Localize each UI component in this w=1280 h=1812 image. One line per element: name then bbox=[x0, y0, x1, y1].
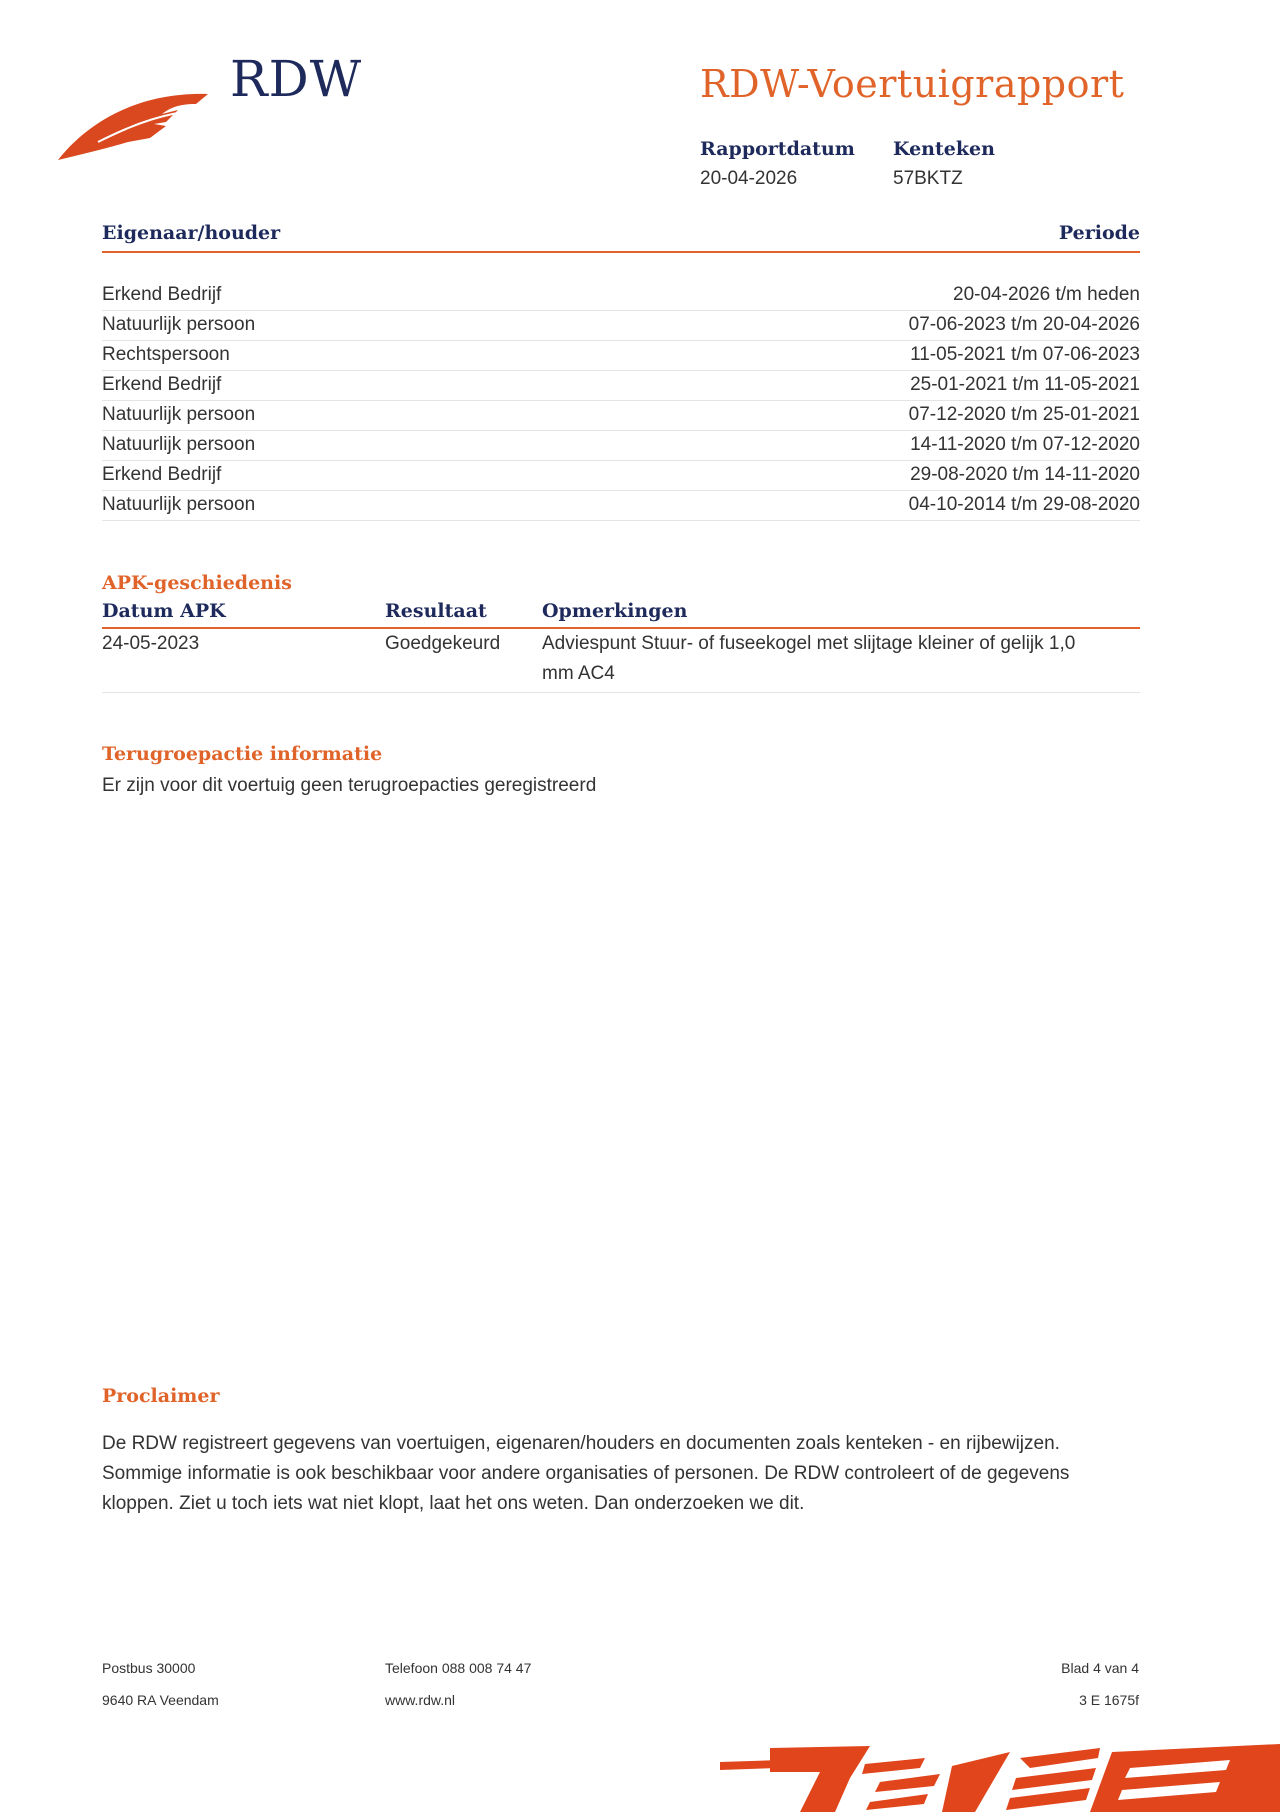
col-result-header: Resultaat bbox=[385, 600, 487, 622]
table-row bbox=[102, 281, 1140, 311]
rdw-logo-icon bbox=[58, 82, 208, 162]
kenteken-value: 57BKTZ bbox=[893, 168, 963, 189]
table-row bbox=[102, 629, 1140, 693]
footer-city: 9640 RA Veendam bbox=[102, 1692, 219, 1708]
rapportdatum-value: 20-04-2026 bbox=[700, 168, 798, 189]
table-row bbox=[102, 431, 1140, 461]
period-cell: 11-05-2021 t/m 07-06-2023 bbox=[910, 344, 1140, 365]
rapportdatum-label: Rapportdatum bbox=[700, 138, 855, 160]
owner-cell: Natuurlijk persoon bbox=[102, 434, 256, 455]
owner-cell: Natuurlijk persoon bbox=[102, 404, 256, 425]
apk-table-header bbox=[102, 594, 1140, 629]
footer-postbus: Postbus 30000 bbox=[102, 1660, 196, 1676]
col-date-header: Datum APK bbox=[102, 600, 226, 622]
footer-code: 3 E 1675f bbox=[1079, 1692, 1139, 1708]
owner-cell: Natuurlijk persoon bbox=[102, 314, 256, 335]
recall-text: Er zijn voor dit voertuig geen terugroepacties geregistreerd bbox=[102, 775, 597, 796]
apk-date-cell: 24-05-2023 bbox=[102, 633, 200, 654]
apk-section bbox=[102, 572, 1140, 693]
proclaimer-title: Proclaimer bbox=[102, 1385, 220, 1407]
apk-remarks-cell: Adviespunt Stuur- of fuseekogel met slijtage kleiner of gelijk 1,0 mm AC4 bbox=[542, 633, 1076, 684]
footer-phone: Telefoon 088 008 74 47 bbox=[385, 1660, 532, 1676]
owner-cell: Erkend Bedrijf bbox=[102, 464, 222, 485]
table-row bbox=[102, 491, 1140, 521]
table-row bbox=[102, 401, 1140, 431]
period-cell: 20-04-2026 t/m heden bbox=[953, 284, 1140, 305]
col-remarks-header: Opmerkingen bbox=[542, 600, 688, 622]
period-cell: 29-08-2020 t/m 14-11-2020 bbox=[910, 464, 1140, 485]
owners-table bbox=[102, 222, 1140, 521]
col-period-header: Periode bbox=[1058, 222, 1140, 244]
kenteken-label: Kenteken bbox=[893, 138, 995, 160]
period-cell: 07-12-2020 t/m 25-01-2021 bbox=[908, 404, 1140, 425]
period-cell: 07-06-2023 t/m 20-04-2026 bbox=[908, 314, 1140, 335]
period-cell: 25-01-2021 t/m 11-05-2021 bbox=[910, 374, 1140, 395]
table-row bbox=[102, 311, 1140, 341]
table-row bbox=[102, 461, 1140, 491]
proclaimer-text: De RDW registreert gegevens van voertuigen, eigenaren/houders en documenten zoals kenteken - en rijbewijzen. Sommige informatie is ook beschikbaar voor andere organisaties of personen. De RDW controleert of de gegevens kloppen. Ziet u toch iets wat niet klopt, laat het ons weten. Dan onderzoeken we dit. bbox=[102, 1433, 1070, 1514]
table-row bbox=[102, 341, 1140, 371]
apk-section-title: APK-geschiedenis bbox=[102, 572, 292, 594]
col-owner-header: Eigenaar/houder bbox=[102, 222, 281, 244]
footer-stripes-decoration bbox=[720, 1738, 1280, 1812]
owners-table-body bbox=[102, 281, 1140, 521]
owner-cell: Erkend Bedrijf bbox=[102, 374, 222, 395]
table-row bbox=[102, 371, 1140, 401]
recall-section bbox=[102, 743, 1140, 797]
report-title: RDW-Voertuigrapport bbox=[700, 62, 1125, 106]
owners-table-header bbox=[102, 222, 1140, 253]
footer-page: Blad 4 van 4 bbox=[1061, 1660, 1139, 1676]
logo-text: RDW bbox=[230, 50, 363, 108]
owner-cell: Erkend Bedrijf bbox=[102, 284, 222, 305]
period-cell: 14-11-2020 t/m 07-12-2020 bbox=[910, 434, 1140, 455]
footer-web: www.rdw.nl bbox=[385, 1692, 456, 1708]
owner-cell: Rechtspersoon bbox=[102, 344, 230, 365]
owner-cell: Natuurlijk persoon bbox=[102, 494, 256, 515]
period-cell: 04-10-2014 t/m 29-08-2020 bbox=[908, 494, 1140, 515]
apk-result-cell: Goedgekeurd bbox=[385, 633, 501, 654]
recall-section-title: Terugroepactie informatie bbox=[102, 743, 383, 765]
proclaimer-section bbox=[102, 1385, 1142, 1519]
